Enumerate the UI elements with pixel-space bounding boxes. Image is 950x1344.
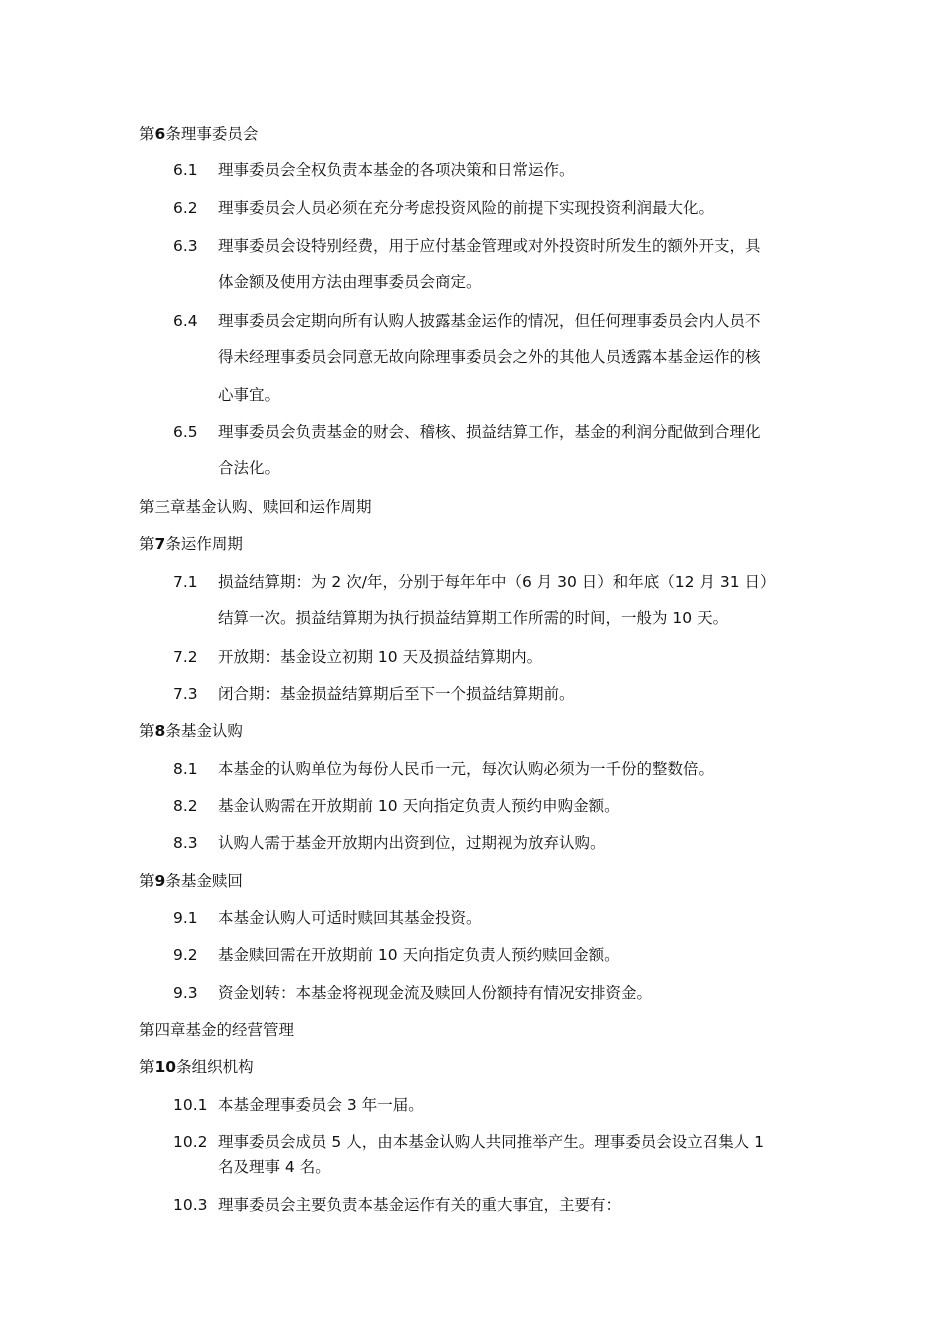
clause-number: 6.4 <box>173 312 198 330</box>
article-prefix: 第 <box>139 535 155 553</box>
clause-number: 6.5 <box>173 423 198 441</box>
clause-text-continued: 心事宜。 <box>218 386 281 404</box>
clause-text-continued: 得未经理事委员会同意无故向除理事委员会之外的其他人员透露本基金运作的核 <box>218 348 761 366</box>
article-9-heading <box>139 871 243 891</box>
clause-number: 7.1 <box>173 573 198 591</box>
clause-text: 理事委员会成员 5 人，由本基金认购人共同推举产生。理事委员会设立召集人 1 <box>218 1133 765 1151</box>
clause-text: 资金划转：本基金将视现金流及赎回人份额持有情况安排资金。 <box>218 984 653 1002</box>
clause-text-continued: 合法化。 <box>218 459 281 477</box>
clause-text-continued: 结算一次。损益结算期为执行损益结算期工作所需的时间，一般为 10 天。 <box>218 609 729 627</box>
article-number: 10 <box>154 1058 177 1076</box>
clause-text: 闭合期：基金损益结算期后至下一个损益结算期前。 <box>218 685 575 703</box>
clause-number: 7.2 <box>173 648 198 666</box>
article-number: 9 <box>154 872 166 890</box>
clause-text: 理事委员会全权负责本基金的各项决策和日常运作。 <box>218 161 575 179</box>
clause-number: 10.1 <box>173 1096 208 1114</box>
clause-text: 本基金认购人可适时赎回其基金投资。 <box>218 909 482 927</box>
clause-number: 9.2 <box>173 946 198 964</box>
clause-text: 认购人需于基金开放期内出资到位，过期视为放弃认购。 <box>218 834 606 852</box>
clause-text: 基金赎回需在开放期前 10 天向指定负责人预约赎回金额。 <box>218 946 620 964</box>
article-title: 条基金认购 <box>165 722 243 740</box>
chapter-4-heading: 第四章基金的经营管理 <box>139 1021 295 1039</box>
article-number: 6 <box>154 125 166 143</box>
clause-number: 6.3 <box>173 237 198 255</box>
clause-text-continued: 名及理事 4 名。 <box>218 1158 331 1176</box>
chapter-3-heading: 第三章基金认购、赎回和运作周期 <box>139 498 372 516</box>
clause-number: 9.3 <box>173 984 198 1002</box>
clause-number: 8.1 <box>173 760 198 778</box>
article-prefix: 第 <box>139 722 155 740</box>
clause-number: 6.2 <box>173 199 198 217</box>
clause-number: 9.1 <box>173 909 198 927</box>
clause-text: 理事委员会主要负责本基金运作有关的重大事宜，主要有： <box>218 1196 622 1214</box>
clause-text: 理事委员会设特别经费，用于应付基金管理或对外投资时所发生的额外开支，具 <box>218 237 761 255</box>
clause-text: 损益结算期：为 2 次/年，分别于每年年中（6 月 30 日）和年底（12 月 31 日） <box>218 573 776 591</box>
article-prefix: 第 <box>139 125 155 143</box>
clause-text: 理事委员会定期向所有认购人披露基金运作的情况，但任何理事委员会内人员不 <box>218 312 761 330</box>
article-prefix: 第 <box>139 872 155 890</box>
clause-text: 基金认购需在开放期前 10 天向指定负责人预约申购金额。 <box>218 797 620 815</box>
clause-number: 6.1 <box>173 161 198 179</box>
clause-text: 本基金的认购单位为每份人民币一元，每次认购必须为一千份的整数倍。 <box>218 760 715 778</box>
clause-text: 理事委员会负责基金的财会、稽核、损益结算工作，基金的利润分配做到合理化 <box>218 423 761 441</box>
clause-text: 理事委员会人员必须在充分考虑投资风险的前提下实现投资利润最大化。 <box>218 199 715 217</box>
article-title: 条理事委员会 <box>165 125 259 143</box>
clause-number: 10.2 <box>173 1133 208 1151</box>
article-number: 8 <box>154 722 166 740</box>
clause-number: 7.3 <box>173 685 198 703</box>
article-title: 条组织机构 <box>176 1058 254 1076</box>
article-10-heading <box>139 1057 254 1077</box>
article-8-heading <box>139 721 243 741</box>
clause-text: 开放期：基金设立初期 10 天及损益结算期内。 <box>218 648 543 666</box>
clause-text-continued: 体金额及使用方法由理事委员会商定。 <box>218 273 482 291</box>
article-title: 条运作周期 <box>165 535 243 553</box>
article-prefix: 第 <box>139 1058 155 1076</box>
article-title: 条基金赎回 <box>165 872 243 890</box>
clause-number: 10.3 <box>173 1196 208 1214</box>
clause-text: 本基金理事委员会 3 年一届。 <box>218 1096 424 1114</box>
clause-number: 8.2 <box>173 797 198 815</box>
clause-number: 8.3 <box>173 834 198 852</box>
article-number: 7 <box>154 535 166 553</box>
article-6-heading <box>139 124 258 144</box>
article-7-heading <box>139 534 243 554</box>
